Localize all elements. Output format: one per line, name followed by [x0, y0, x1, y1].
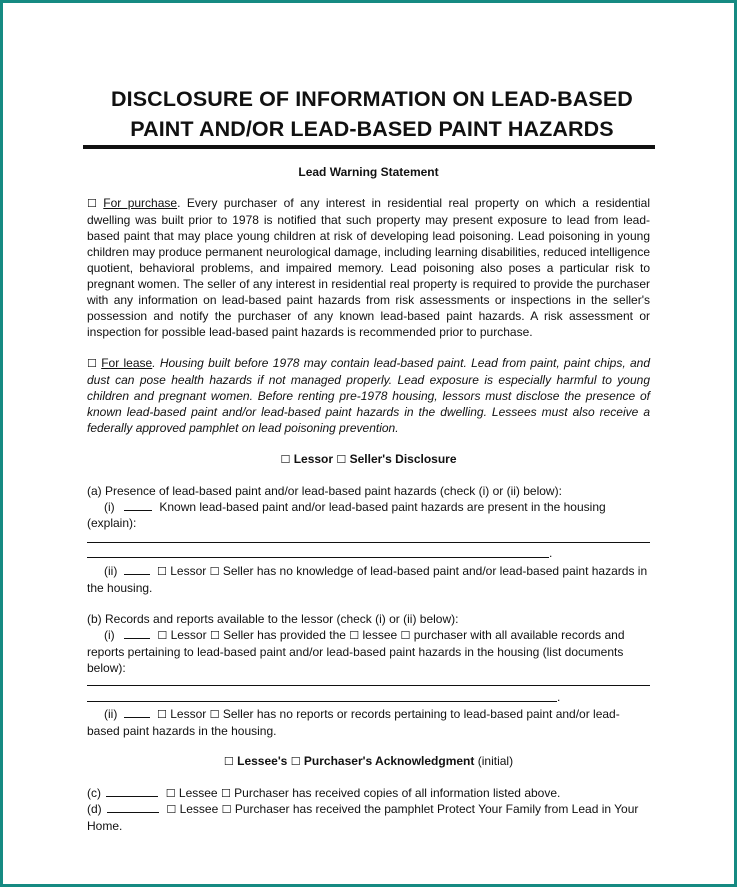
a-ii-text: Seller has no knowledge of lead-based paint and/or lead-based paint hazards in the housing.: [87, 564, 648, 595]
b-ii-lessor-label: Lessor: [170, 707, 207, 721]
a-i-text: Known lead-based paint and/or lead-based paint hazards are present in the housing (explain):: [87, 500, 606, 530]
d-purchaser-checkbox[interactable]: ☐: [221, 803, 232, 816]
purchase-checkbox[interactable]: ☐: [87, 197, 97, 210]
section-b-ii: [87, 706, 650, 739]
d-label: (d): [87, 802, 102, 816]
a-ii-lessor-label: Lessor: [170, 564, 207, 578]
c-lessee-checkbox[interactable]: ☐: [165, 787, 176, 800]
b-ii-seller-checkbox[interactable]: ☐: [209, 708, 220, 721]
b-i-docs-line-2[interactable]: [87, 701, 557, 702]
b-i-number: (i): [104, 628, 115, 642]
a-ii-initial-blank[interactable]: [124, 563, 150, 575]
b-i-rest-text: purchaser with all available records and reports pertaining to lead-based paint and/or lead-based paint hazards in the housing (list documents below):: [87, 628, 625, 675]
d-lessee-label: Lessee: [179, 802, 219, 816]
b-i-line-period: .: [557, 690, 561, 704]
b-i-lessor-checkbox[interactable]: ☐: [157, 629, 168, 642]
c-lessee-label: Lessee: [178, 786, 218, 800]
purchaser-ack-label: Purchaser's Acknowledgment: [303, 754, 475, 768]
lessee-ack-label: Lessee's: [237, 754, 288, 768]
c-text: Purchaser has received copies of all information listed above.: [234, 786, 561, 800]
c-label: (c): [87, 786, 101, 800]
b-ii-text: Seller has no reports or records pertaining to lead-based paint and/or lead-based paint hazards in the housing.: [87, 707, 620, 738]
seller-checkbox[interactable]: ☐: [336, 453, 347, 466]
c-purchaser-checkbox[interactable]: ☐: [220, 787, 231, 800]
section-a-i: [87, 499, 650, 531]
a-ii-lessor-checkbox[interactable]: ☐: [157, 565, 167, 578]
lessor-checkbox[interactable]: ☐: [280, 453, 291, 466]
b-i-lessee-label: lessee: [362, 628, 398, 642]
b-ii-lessor-checkbox[interactable]: ☐: [157, 708, 167, 721]
section-b-i: [87, 627, 650, 676]
title-line-1: DISCLOSURE OF INFORMATION ON LEAD-BASED: [111, 87, 633, 111]
section-d: [87, 801, 650, 834]
a-ii-seller-checkbox[interactable]: ☐: [209, 565, 220, 578]
lessee-ack-checkbox[interactable]: ☐: [223, 755, 234, 768]
lease-label: For lease: [101, 356, 153, 370]
lease-checkbox[interactable]: ☐: [87, 357, 97, 370]
a-ii-number: (ii): [104, 564, 118, 578]
b-i-lessor-label: Lessor: [170, 628, 207, 642]
b-i-docs-line-1[interactable]: [87, 685, 650, 686]
section-a-intro: (a) Presence of lead-based paint and/or lead-based paint hazards (check (i) or (ii) below):: [87, 484, 562, 498]
a-i-explain-line-2[interactable]: [87, 557, 549, 558]
lead-warning-heading: Lead Warning Statement: [298, 165, 439, 179]
lease-paragraph: [87, 355, 650, 436]
initial-note: (initial): [477, 754, 514, 768]
lessor-label: Lessor: [293, 452, 334, 466]
acknowledgment-heading: [87, 753, 650, 770]
b-i-lessee-checkbox[interactable]: ☐: [349, 629, 360, 642]
purchase-text: . Every purchaser of any interest in residential real property on which a residential dwelling was built prior to 1978 is notified that such property may present exposure to lead from lead-based paint that may place young children at risk of developing lead poisoning. Lead poisoning in young children may produce permanent neurological damage, including learning disabilities, reduced intelligence quotient, behavioral problems, and impaired memory. Lead poisoning also poses a particular risk to pregnant women. The seller of any interest in residential real property is required to provide the purchaser with any information on lead-based paint hazards from risk assessments or inspections in the seller's possession and notify the purchaser of any known lead-based paint hazards. A risk assessment or inspection for possible lead-based paint hazards is recommended prior to purchase.: [87, 196, 650, 339]
d-initial-blank[interactable]: [107, 801, 159, 813]
b-ii-number: (ii): [104, 707, 118, 721]
b-ii-initial-blank[interactable]: [124, 706, 150, 718]
seller-disclosure-label: Seller's Disclosure: [349, 452, 457, 466]
purchase-paragraph: [87, 195, 650, 340]
a-i-line-period: .: [549, 546, 553, 560]
a-i-initial-blank[interactable]: [124, 499, 152, 511]
purchase-label: For purchase: [103, 196, 178, 210]
c-initial-blank[interactable]: [106, 785, 158, 797]
b-i-seller-checkbox[interactable]: ☐: [209, 629, 220, 642]
d-text: Purchaser has received the pamphlet Protect Your Family from Lead in Your Home.: [87, 802, 639, 833]
section-b-intro: (b) Records and reports available to the lessor (check (i) or (ii) below):: [87, 612, 459, 626]
b-i-purchaser-checkbox[interactable]: ☐: [400, 629, 411, 642]
b-i-seller-text: Seller has provided the: [223, 628, 346, 642]
title-rule: [83, 145, 655, 149]
d-lessee-checkbox[interactable]: ☐: [166, 803, 177, 816]
section-c: [87, 785, 650, 802]
a-i-number: (i): [104, 500, 115, 514]
b-i-initial-blank[interactable]: [124, 627, 150, 639]
lease-text: . Housing built before 1978 may contain lead-based paint. Lead from paint, paint chips, and dust can pose health hazards if not managed properly. Lead exposure is especially harmful to young children and pregnant women. Before renting pre-1978 housing, lessors must disclose the presence of known lead-based paint and/or lead-based paint hazards in the dwelling. Lessees must also receive a federally approved pamphlet on lead poisoning prevention.: [87, 356, 651, 435]
section-a-ii: [87, 563, 650, 596]
document-title: [87, 84, 657, 144]
a-i-explain-line-1[interactable]: [87, 542, 650, 543]
title-line-2: PAINT AND/OR LEAD-BASED PAINT HAZARDS: [130, 117, 614, 141]
purchaser-ack-checkbox[interactable]: ☐: [290, 755, 301, 768]
lessor-disclosure-heading: [87, 451, 650, 468]
